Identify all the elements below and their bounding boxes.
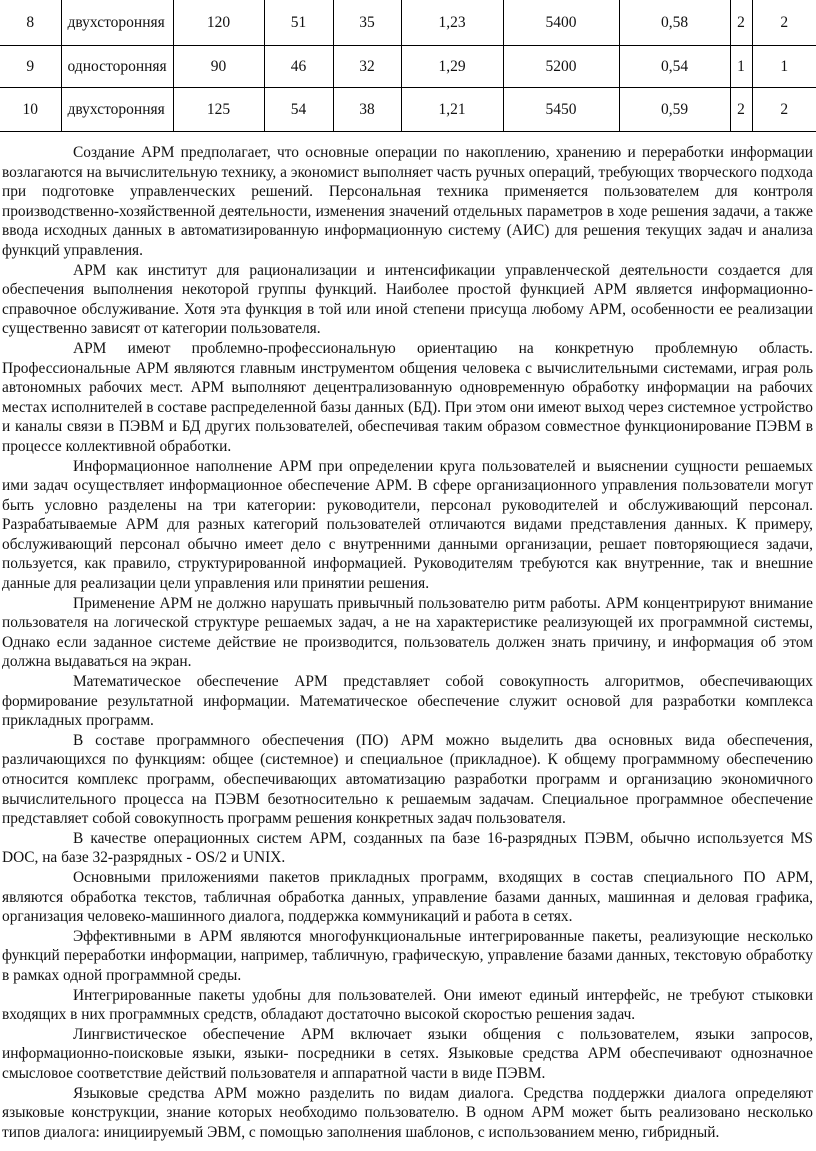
table-cell: 125 <box>173 88 264 132</box>
table-cell: 35 <box>333 0 401 46</box>
table-cell: 38 <box>333 88 401 132</box>
table-cell: 5400 <box>503 0 619 46</box>
table-row <box>0 0 816 46</box>
paragraph-software: В составе программного обеспечения (ПО) АРМ можно выделить два основных вида обеспечения, различающихся по функциям: общее (системное) и специальное (прикладное). К общему программному обеспечению относится комплекс программ, обеспечивающих автоматизацию разработки программ и организацию экономичного вычислительного процесса на ПЭВМ безотносительно к решаемым задачам. Специальное программное обеспечение представляет собой совокупность программ решения конкретных задач пользователя. <box>2 731 813 828</box>
table-cell: 1,29 <box>401 46 503 88</box>
paragraph-arm-orientation: АРМ имеют проблемно-профессиональную ориентацию на конкретную проблемную область. Профессиональные АРМ являются главным инструментом общения человека с вычислительными системами, играя роль автономных рабочих мест. АРМ выполняют децентрализованную одновременную обработку информации на рабочих местах исполнителей в составе распределенной базы данных (БД). При этом они имеют выход через системное устройство и каналы связи в ПЭВМ и БД других пользователей, обеспечивая таким образом совместное функционирование ПЭВМ в процессе коллективной обработки. <box>2 339 813 455</box>
table-cell: 2 <box>752 0 816 46</box>
table-cell: 1,23 <box>401 0 503 46</box>
table-cell: 54 <box>264 88 333 132</box>
table-cell: 90 <box>173 46 264 88</box>
paragraph-dialog-types: Языковые средства АРМ можно разделить по видам диалога. Средства поддержки диалога определяют языковые конструкции, знание которых необходимо пользователю. В одном АРМ может быть реализовано несколько типов диалога: инициируемый ЭВМ, с помощью заполнения шаблонов, с использованием меню, гибридный. <box>2 1084 813 1141</box>
paragraph-information-content: Информационное наполнение АРМ при определении круга пользователей и выяснении сущности решаемых ими задач осуществляет информационное обеспечение АРМ. В сфере организационного управления пользователи могут быть условно разделены на три категории: руководители, персонал руководителей и обслуживающий персонал. Разрабатываемые АРМ для разных категорий пользователей отличаются видами представления данных. К примеру, обслуживающий персонал обычно имеет дело с внутренними данными организации, решает повторяющиеся задачи, пользуется, как правило, структурированной информацией. Руководителям требуются как внутренние, так и внешние данные для реализации цели управления или принятии решения. <box>2 457 813 593</box>
table-cell: 2 <box>752 88 816 132</box>
table-cell: 9 <box>0 46 61 88</box>
table-cell: 2 <box>730 88 752 132</box>
paragraph-arm-creation: Создание АРМ предполагает, что основные операции по накоплению, хранению и переработки информации возлагаются на вычислительную технику, а экономист выполняет часть ручных операций, требующих творческого подхода при подготовке управленческих решений. Персональная техника применяется пользователем для контроля производственно-хозяйственной деятельности, изменения значений отдельных параметров в ходе решения задачи, а также ввода исходных данных в автоматизированную информационную систему (АИС) для решения текущих задач и анализа функций управления. <box>2 144 813 259</box>
paragraph-math-support: Математическое обеспечение АРМ представляет собой совокупность алгоритмов, обеспечивающих формирование результатной информации. Математическое обеспечение служит основой для разработки комплекса прикладных программ. <box>2 673 813 730</box>
body-text <box>2 143 813 1142</box>
table-cell: 0,58 <box>619 0 730 46</box>
table-cell: 1,21 <box>401 88 503 132</box>
table-cell: 5200 <box>503 46 619 88</box>
table-cell: 120 <box>173 0 264 46</box>
table-cell: 8 <box>0 0 61 46</box>
table-cell: односторонняя <box>61 46 173 88</box>
table-cell: 46 <box>264 46 333 88</box>
paragraph-integrated-packages: Эффективными в АРМ являются многофункциональные интегрированные пакеты, реализующие несколько функций переработки информации, например, табличную, графическую, управление базами данных, текстовую обработку в рамках одной программной среды. <box>2 927 813 984</box>
table-cell: 1 <box>730 46 752 88</box>
table-cell: 0,54 <box>619 46 730 88</box>
table-cell: двухсторонняя <box>61 88 173 132</box>
paragraph-linguistic-support: Лингвистическое обеспечение АРМ включает языки общения с пользователем, языки запросов, информационно-поисковые языки, языки- посредники в сетях. Языковые средства АРМ обеспечивают однозначное смысловое соответствие действий пользователя и аппаратной части в виде ПЭВМ. <box>2 1025 813 1082</box>
table-cell: 10 <box>0 88 61 132</box>
table-cell: 2 <box>730 0 752 46</box>
table-cell: двухсторонняя <box>61 0 173 46</box>
table-row <box>0 88 816 132</box>
paragraph-integrated-convenience: Интегрированные пакеты удобны для пользователей. Они имеют единый интерфейс, не требуют стыковки входящих в них программных средств, обладают достаточно высокой скоростью решения задач. <box>2 986 813 1024</box>
parameters-table <box>0 0 816 132</box>
table-row <box>0 46 816 88</box>
table-cell: 32 <box>333 46 401 88</box>
table-cell: 1 <box>752 46 816 88</box>
table-cell: 51 <box>264 0 333 46</box>
table-cell: 5450 <box>503 88 619 132</box>
paragraph-applications: Основными приложениями пакетов прикладных программ, входящих в состав специального ПО АРМ, являются обработка текстов, табличная обработка данных, управление базами данных, машинная и деловая графика, организация человеко-машинного диалога, поддержка коммуникаций и работа в сетях. <box>2 868 813 926</box>
paragraph-arm-institute: АРМ как институт для рационализации и интенсификации управленческой деятельности создается для обеспечения выполнения некоторой группы функций. Наиболее простой функцией АРМ является информационно-справочное обслуживание. Хотя эта функция в той или иной степени присуща любому АРМ, особенности ее реализации существенно зависят от категории пользователя. <box>2 261 813 338</box>
paragraph-arm-usage: Применение АРМ не должно нарушать привычный пользователю ритм работы. АРМ концентрируют внимание пользователя на логической структуре решаемых задач, а не на характеристике реализующей их программной системы, Однако если заданное системе действие не производится, пользователь должен знать причину, и информация об этом должна выдаваться на экран. <box>2 594 813 671</box>
table-cell: 0,59 <box>619 88 730 132</box>
paragraph-operating-systems: В качестве операционных систем АРМ, созданных па базе 16-разрядных ПЭВМ, обычно используется MS DOC, на базе 32-разрядных - OS/2 и UNIX. <box>2 829 813 867</box>
